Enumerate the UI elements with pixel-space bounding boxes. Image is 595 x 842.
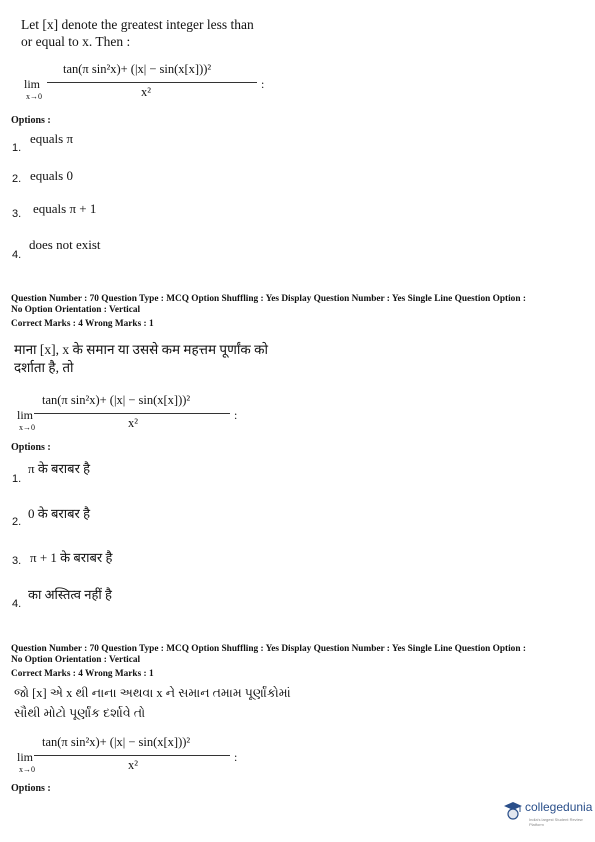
q2-options-label: Options : (11, 442, 51, 453)
q3-options-label: Options : (11, 783, 51, 794)
lim-subscript: x→0 (19, 765, 35, 774)
q2-marks: Correct Marks : 4 Wrong Marks : 1 (11, 319, 154, 329)
collegedunia-logo (503, 798, 593, 826)
q1-option-number: 2. (12, 173, 22, 185)
q2-meta-line1: Question Number : 70 Question Type : MCQ Option Shuffling : Yes Display Question Number : Yes Single Line Question Option : (11, 294, 526, 304)
q2-option-number: 3. (12, 555, 22, 567)
fraction-numerator: tan(π sin²x)+ (|x| − sin(x[x]))² (42, 393, 191, 407)
q2-option-number: 2. (12, 516, 22, 528)
fraction-bar (47, 82, 257, 83)
logo-tagline: India's largest Student Review Platform (529, 817, 583, 827)
q3-text-line1: જો [x] એ x થી નાના અથવા x ને સમાન તમામ પૂર્ણાંકોમાં (14, 686, 291, 700)
trailing-colon: : (234, 750, 238, 764)
q1-text-line2: or equal to x. Then : (21, 34, 131, 49)
logo-wordmark: collegedunia (525, 800, 593, 814)
fraction-bar (34, 413, 230, 414)
fraction-numerator: tan(π sin²x)+ (|x| − sin(x[x]))² (63, 62, 212, 76)
q3-marks: Correct Marks : 4 Wrong Marks : 1 (11, 669, 154, 679)
trailing-colon: : (261, 77, 265, 91)
q3-text-line2: સૌથી મોટો પૂર્ણાંક દર્શાવે તો (14, 706, 146, 720)
lim-label: lim (17, 750, 34, 764)
fraction-denominator: x² (128, 758, 138, 772)
q2-meta-line2: No Option Orientation : Vertical (11, 305, 141, 315)
q1-option-number: 3. (12, 208, 22, 220)
q1-option-text: equals π + 1 (33, 201, 97, 216)
q2-text-line1: माना [x], x के समान या उससे कम महत्तम पूर्णांक को (14, 342, 268, 357)
q1-limit-expression (21, 62, 265, 104)
fraction-denominator: x² (141, 85, 151, 99)
q1-option-text: equals 0 (30, 168, 73, 183)
q2-option-number: 1. (12, 473, 22, 485)
q1-option-text: does not exist (29, 237, 101, 252)
lim-label: lim (24, 77, 41, 91)
q2-option-text: 0 के बराबर है (28, 506, 90, 521)
lim-subscript: x→0 (26, 92, 42, 101)
fraction-bar (34, 755, 230, 756)
q3-meta-line1: Question Number : 70 Question Type : MCQ Option Shuffling : Yes Display Question Number : Yes Single Line Question Option : (11, 644, 526, 654)
q2-text-line2: दर्शाता है, तो (14, 360, 74, 375)
q1-options-label: Options : (11, 115, 51, 126)
q2-option-number: 4. (12, 598, 22, 610)
trailing-colon: : (234, 408, 238, 422)
lim-subscript: x→0 (19, 423, 35, 432)
q2-limit-expression (14, 393, 244, 435)
q1-option-number: 1. (12, 142, 22, 154)
q1-text-line1: Let [x] denote the greatest integer less than (21, 17, 254, 32)
q3-meta-line2: No Option Orientation : Vertical (11, 655, 141, 665)
graduate-cap-icon (503, 800, 523, 822)
q1-option-number: 4. (12, 249, 22, 261)
fraction-numerator: tan(π sin²x)+ (|x| − sin(x[x]))² (42, 735, 191, 749)
fraction-denominator: x² (128, 416, 138, 430)
q1-option-text: equals π (30, 131, 74, 146)
q2-option-text: π के बराबर है (28, 461, 91, 476)
q3-limit-expression (14, 735, 244, 777)
q2-option-text: का अस्तित्व नहीं है (28, 587, 112, 602)
lim-label: lim (17, 408, 34, 422)
q2-option-text: π + 1 के बराबर है (30, 550, 113, 565)
